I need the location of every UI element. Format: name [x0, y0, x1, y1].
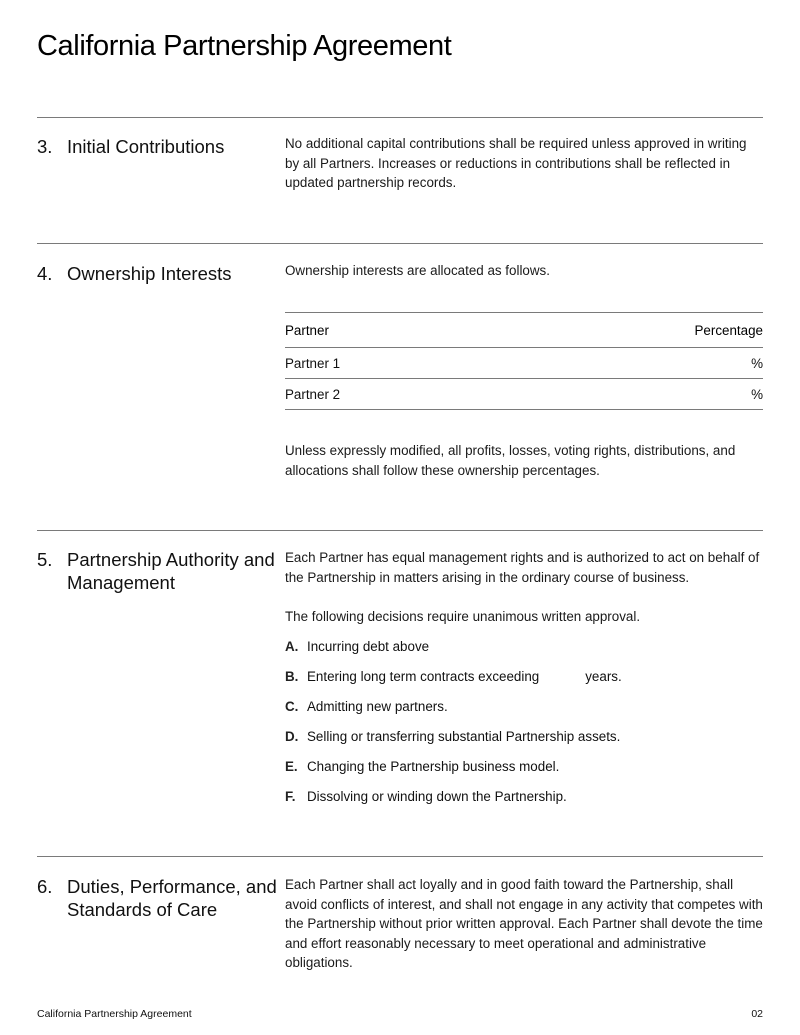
- ownership-table: [285, 312, 763, 410]
- list-item: [285, 698, 763, 728]
- section-divider: [37, 856, 763, 857]
- section-number: 6.: [37, 876, 53, 897]
- section-number: 5.: [37, 549, 53, 570]
- list-letter: D.: [285, 729, 299, 744]
- section-5-heading: [37, 548, 277, 594]
- list-text: Dissolving or winding down the Partnership.: [307, 789, 567, 804]
- section-title: Partnership Authority and Management: [67, 549, 275, 593]
- list-text: Admitting new partners.: [307, 699, 448, 714]
- list-suffix: years.: [585, 669, 622, 684]
- footer-page-number: 02: [751, 1008, 763, 1020]
- list-item: [285, 638, 763, 668]
- list-item: [285, 668, 763, 698]
- section-divider: [37, 530, 763, 531]
- section-number: 3.: [37, 136, 53, 157]
- list-letter: C.: [285, 699, 299, 714]
- column-header-percentage: Percentage: [694, 322, 763, 338]
- section-6-heading: [37, 875, 277, 921]
- partner-percentage[interactable]: %: [751, 355, 763, 371]
- list-letter: F.: [285, 789, 296, 804]
- unanimous-approval-list: [285, 638, 763, 818]
- list-item: [285, 758, 763, 788]
- partner-name: Partner 1: [285, 355, 341, 371]
- section-3-heading: [37, 135, 277, 158]
- section-4-heading: [37, 262, 277, 285]
- section-title: Ownership Interests: [67, 263, 232, 284]
- list-letter: A.: [285, 639, 299, 654]
- section-title: Duties, Performance, and Standards of Care: [67, 876, 277, 920]
- list-letter: B.: [285, 669, 299, 684]
- list-text: Changing the Partnership business model.: [307, 759, 560, 774]
- section-number: 4.: [37, 263, 53, 284]
- section-4-closing: Unless expressly modified, all profits, losses, voting rights, distributions, and allocations shall follow these ownership percentages.: [285, 443, 736, 478]
- section-4-intro: Ownership interests are allocated as follows.: [285, 263, 550, 278]
- section-title: Initial Contributions: [67, 136, 225, 157]
- list-text: Entering long term contracts exceeding: [307, 669, 540, 684]
- partner-name: Partner 2: [285, 386, 341, 402]
- years-blank-field[interactable]: [539, 668, 585, 698]
- footer-document-title: California Partnership Agreement: [37, 1008, 192, 1020]
- section-divider: [37, 243, 763, 244]
- list-text: Incurring debt above: [307, 639, 430, 654]
- table-row: [285, 379, 763, 410]
- section-5-approval-intro: The following decisions require unanimous written approval.: [285, 609, 641, 624]
- table-header-row: [285, 313, 763, 348]
- list-text: Selling or transferring substantial Partnership assets.: [307, 729, 621, 744]
- list-item: [285, 788, 763, 818]
- page-title: California Partnership Agreement: [37, 30, 452, 62]
- table-row: [285, 348, 763, 379]
- list-item: [285, 728, 763, 758]
- section-5-paragraph: Each Partner has equal management rights and is authorized to act on behalf of the Partnership in matters arising in the ordinary course of business.: [285, 550, 760, 585]
- section-3-paragraph: No additional capital contributions shall be required unless approved in writing by all Partners. Increases or reductions in contributions shall be reflected in updated partnership records.: [285, 136, 747, 191]
- column-header-partner: Partner: [285, 322, 329, 338]
- section-6-paragraph: Each Partner shall act loyally and in good faith toward the Partnership, shall avoid conflicts of interest, and shall not engage in any activity that competes with the Partnership without prior written approval. Each Partner shall devote the time and effort reasonably necessary to meet operational and administrative obligations.: [285, 877, 763, 971]
- section-divider: [37, 117, 763, 118]
- list-letter: E.: [285, 759, 298, 774]
- partner-percentage[interactable]: %: [751, 386, 763, 402]
